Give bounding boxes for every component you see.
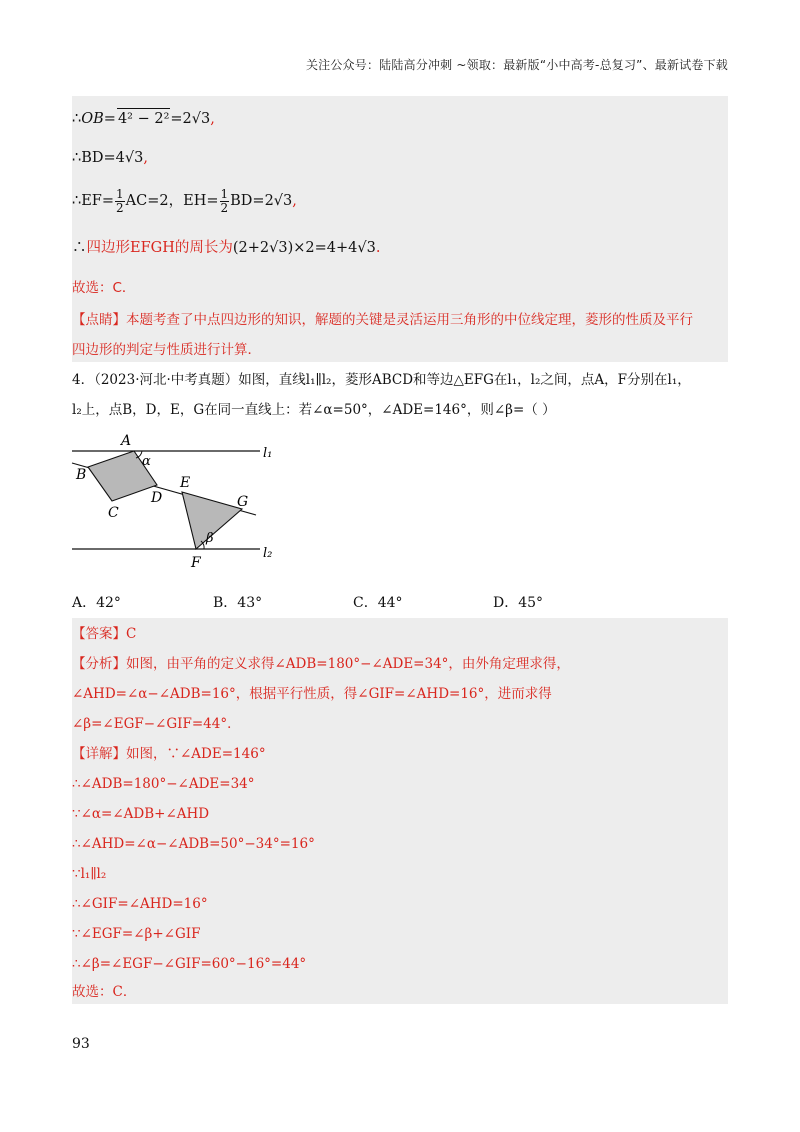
option-b[interactable]: B．43° [213, 595, 263, 611]
page-number: 93 [72, 1036, 90, 1052]
answer-label: 【答案】C [72, 626, 137, 642]
detail-line-4: ∴∠AHD=∠α−∠ADB=50°−34°=16° [72, 836, 315, 852]
analysis-line-3: ∠β=∠EGF−∠GIF=44°． [72, 716, 241, 732]
fraction-one-half: $\frac{1}{2}$ [220, 186, 229, 215]
label-a: A [121, 433, 132, 449]
detail-line-5: ∵l₁∥l₂ [72, 866, 107, 882]
solution-line-perimeter: ∴四边形EFGH的周长为(2+2√3)×2=4+4√3. [72, 240, 381, 256]
solution-choice: 故选：C． [72, 280, 136, 296]
detail-line-1: 【详解】如图，∵∠ADE=146° [72, 746, 266, 762]
detail-line-2: ∴∠ADB=180°−∠ADE=34° [72, 776, 255, 792]
label-d: D [151, 490, 163, 506]
solution-line-ef-eh: ∴EF= $\frac{1}{2}$ AC=2，EH= $\frac{1}{2}$ BD=2√3, [72, 186, 297, 215]
label-e: E [180, 475, 191, 491]
detail-line-3: ∵∠α=∠ADB+∠AHD [72, 806, 210, 822]
label-l2: l₂ [263, 546, 273, 561]
geometry-figure [60, 425, 290, 575]
question-line-1: 4．（2023·河北·中考真题）如图，直线l₁∥l₂，菱形ABCD和等边△EFG在l₁，l₂之间，点A，F分别在l₁， [72, 372, 691, 388]
detail-line-7: ∵∠EGF=∠β+∠GIF [72, 926, 201, 942]
solution-line-ob: ∴OB= 4² − 2²=2√3, [72, 108, 215, 129]
comment-line-2: 四边形的判定与性质进行计算． [72, 342, 261, 358]
label-l1: l₁ [263, 446, 273, 461]
option-d[interactable]: D．45° [493, 595, 544, 611]
option-a[interactable]: A．42° [72, 595, 121, 611]
analysis-line-1: 【分析】如图，由平角的定义求得∠ADB=180°−∠ADE=34°，由外角定理求得， [72, 656, 570, 672]
comment-line-1: 【点睛】本题考查了中点四边形的知识，解题的关键是灵活运用三角形的中位线定理，菱形的性质及平行 [72, 312, 693, 328]
fraction-one-half: $\frac{1}{2}$ [116, 186, 124, 215]
option-c[interactable]: C．44° [353, 595, 403, 611]
detail-line-8: ∴∠β=∠EGF−∠GIF=60°−16°=44° [72, 956, 307, 972]
label-c: C [108, 505, 119, 521]
detail-line-6: ∴∠GIF=∠AHD=16° [72, 896, 208, 912]
label-f: F [191, 555, 201, 571]
detail-line-9: 故选：C． [72, 984, 137, 1000]
answer-block [72, 618, 728, 1004]
solution-line-bd: ∴BD=4√3, [72, 150, 148, 166]
previous-solution-block [72, 96, 728, 362]
analysis-line-2: ∠AHD=∠α−∠ADB=16°，根据平行性质，得∠GIF=∠AHD=16°，进而求得 [72, 686, 552, 702]
question-line-2: l₂上，点B，D，E，G在同一直线上：若∠α=50°，∠ADE=146°，则∠β=（ ） [72, 402, 556, 418]
label-b: B [76, 467, 87, 483]
label-beta: β [206, 531, 214, 546]
label-alpha: α [142, 454, 151, 469]
label-g: G [237, 494, 249, 510]
page-header: 关注公众号：陆陆高分冲刺 ~领取：最新版“小中高考-总复习”、最新试卷下载 [305, 58, 728, 72]
